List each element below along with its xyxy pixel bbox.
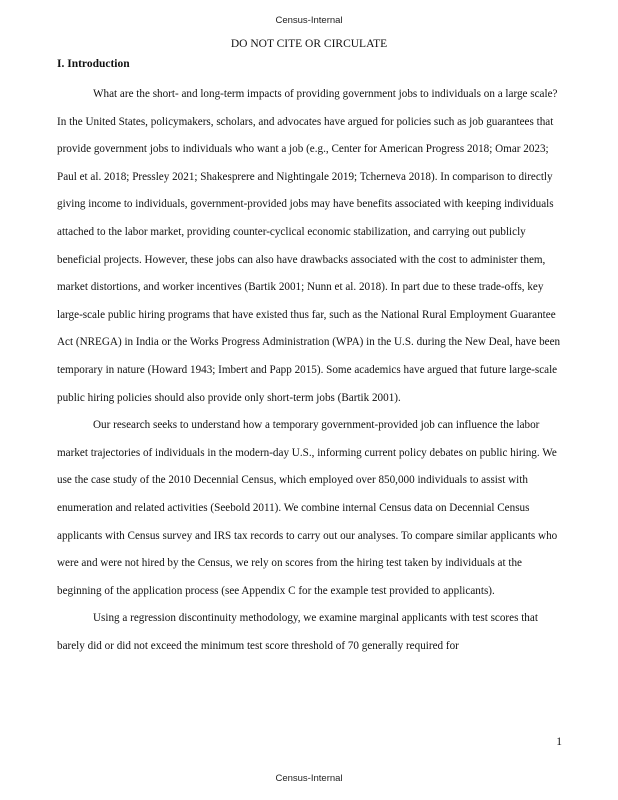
- body-paragraph-2: Our research seeks to understand how a temporary government-provided job can influence the labor market trajectories of individuals in the modern-day U.S., informing current policy debates on public hiring. We use the case study of the 2010 Decennial Census, which employed over 850,000 individuals to assist with enumeration and related activities (Seebold 2011). We combine internal Census data on Decennial Census applicants with Census survey and IRS tax records to carry out our analyses. To compare similar applicants who were and were not hired by the Census, we rely on scores from the hiring test taken by individuals at the beginning of the application process (see Appendix C for the example test provided to applicants).: [57, 419, 558, 597]
- section-heading: I. Introduction: [57, 58, 130, 70]
- page-number: 1: [556, 736, 562, 748]
- body-paragraph-1: What are the short- and long-term impacts of providing government jobs to individuals on a large scale? In the United States, policymakers, scholars, and advocates have argued for policies such as job guarantees that provide government jobs to individuals who want a job (e.g., Center for American Progress 2018; Omar 2023; Paul et al. 2018; Pressley 2021; Shakesprere and Nightingale 2019; Tcherneva 2018). In comparison to directly giving income to individuals, government-provided jobs may have benefits associated with keeping individuals attached to the labor market, providing counter-cyclical economic stabilization, and carrying out publicly beneficial projects. However, these jobs can also have drawbacks associated with the cost to administer them, market distortions, and worker incentives (Bartik 2001; Nunn et al. 2018). In part due to these trade-offs, key large-scale public hiring programs that have existed thus far, such as the National Rural Employment Guarantee Act (NREGA) in India or the Works Progress Administration (WPA) in the U.S. during the New Deal, have been temporary in nature (Howard 1943; Imbert and Papp 2015). Some academics have argued that future large-scale public hiring policies should also provide only short-term jobs (Bartik 2001).: [57, 88, 561, 404]
- paper-body: [57, 56, 563, 660]
- confidentiality-notice: DO NOT CITE OR CIRCULATE: [230, 38, 388, 50]
- body-paragraph-3: Using a regression discontinuity methodology, we examine marginal applicants with test scores that barely did or did not exceed the minimum test score threshold of 70 generally required for: [57, 612, 538, 652]
- header-classification-label: Census-Internal: [275, 15, 343, 26]
- footer-classification-label: Census-Internal: [275, 773, 343, 784]
